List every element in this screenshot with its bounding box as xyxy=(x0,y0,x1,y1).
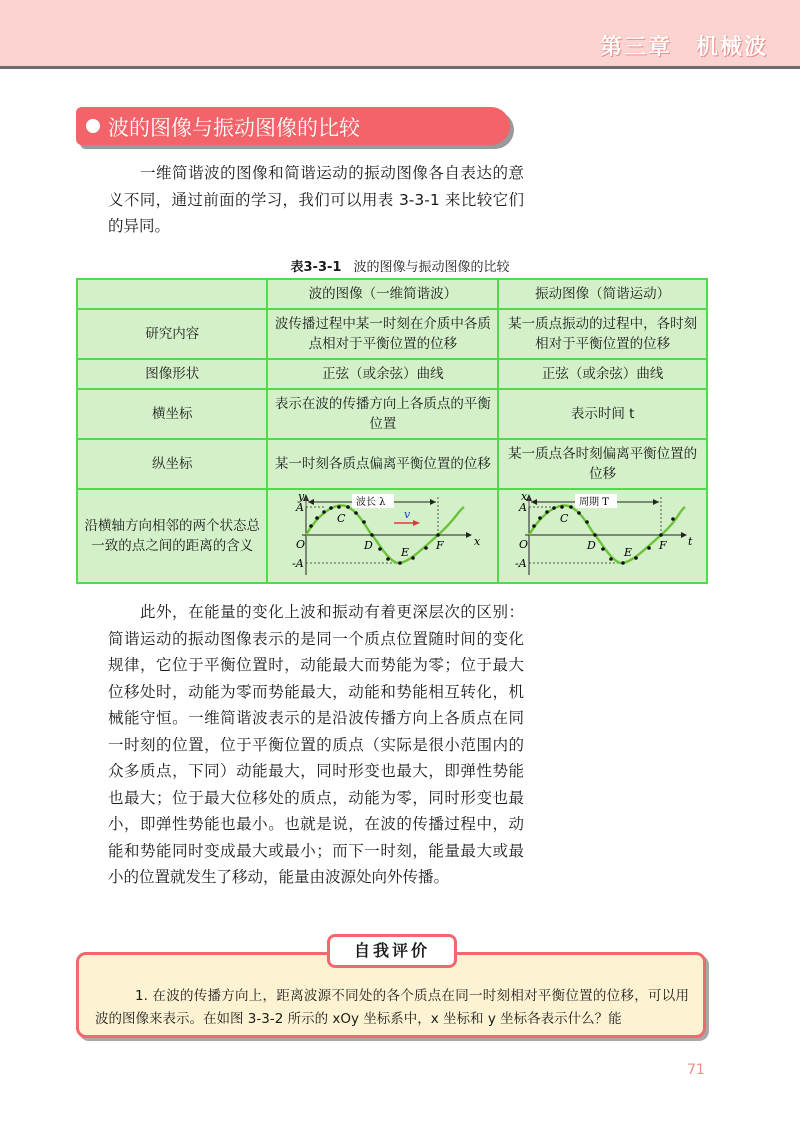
row-label: 纵坐标 xyxy=(77,439,267,489)
wave-point-dot xyxy=(399,561,403,565)
y-axis-label: y xyxy=(298,491,305,503)
wave-point-dot xyxy=(371,533,375,537)
chapter-title: 第三章 机械波 xyxy=(599,35,768,60)
wave-point-dot xyxy=(437,533,441,537)
table-header-cell: 波的图像（一维简谐波） xyxy=(267,279,498,309)
vibration-graph xyxy=(499,491,703,581)
vibration-point-dot xyxy=(672,517,676,521)
vibration-point-dot xyxy=(561,505,565,509)
vibration-point-dot xyxy=(660,533,664,537)
table-header-cell: 振动图像（简谐运动） xyxy=(498,279,707,309)
self-eval-title: 自我评价 xyxy=(327,934,457,968)
wave-point-dot xyxy=(355,511,359,515)
table-row xyxy=(77,389,707,439)
table-row xyxy=(77,309,707,359)
span-arrow-right-icon xyxy=(430,499,436,505)
point-label-f: F xyxy=(659,539,667,552)
vibration-graph-cell xyxy=(498,489,707,583)
row-label: 研究内容 xyxy=(77,309,267,359)
table-row xyxy=(77,359,707,389)
span-arrow-left-icon xyxy=(531,499,537,505)
table-number: 表3-3-1 xyxy=(290,260,342,275)
y-axis-label: x xyxy=(521,491,528,503)
vibration-cell: 某一质点振动的过程中，各时刻相对于平衡位置的位移 xyxy=(498,309,707,359)
wave-point-dot xyxy=(379,547,383,551)
vibration-point-dot xyxy=(546,510,550,514)
x-axis-label: x xyxy=(474,535,481,548)
t-axis-arrow-icon xyxy=(681,532,687,538)
wave-point-dot xyxy=(316,516,320,520)
wave-point-dot xyxy=(347,505,351,509)
table-header-cell xyxy=(77,279,267,309)
wave-cell: 波传播过程中某一时刻在介质中各质点相对于平衡位置的位移 xyxy=(267,309,498,359)
row-label: 沿横轴方向相邻的两个状态总一致的点之间的距离的含义 xyxy=(77,489,267,583)
vibration-point-dot xyxy=(602,547,606,551)
bullet-dot-icon xyxy=(86,119,100,133)
wave-point-dot xyxy=(425,546,429,550)
vibration-point-dot xyxy=(622,561,626,565)
vibration-cell: 某一质点各时刻偏离平衡位置的位移 xyxy=(498,439,707,489)
row-label: 图像形状 xyxy=(77,359,267,389)
vibration-cell: 表示时间 t xyxy=(498,389,707,439)
vibration-point-dot xyxy=(648,546,652,550)
wave-graph xyxy=(268,491,494,581)
point-label-e: E xyxy=(401,546,410,559)
vibration-point-dot xyxy=(610,557,614,561)
table-caption-text: 波的图像与振动图像的比较 xyxy=(353,260,510,275)
table-row xyxy=(77,439,707,489)
velocity-arrow-icon xyxy=(413,520,420,526)
amplitude-neg-label: -A xyxy=(292,557,305,570)
wave-point-dot xyxy=(323,510,327,514)
vibration-point-dot xyxy=(570,505,574,509)
section-title: 波的图像与振动图像的比较 xyxy=(108,116,360,140)
wave-point-dot xyxy=(363,520,367,524)
point-label-f: F xyxy=(436,539,445,552)
t-axis-label: t xyxy=(688,535,693,548)
vibration-point-dot xyxy=(635,556,639,560)
vibration-point-dot xyxy=(578,511,582,515)
amplitude-pos-label: A xyxy=(519,501,528,514)
vibration-point-dot xyxy=(553,506,557,510)
wave-point-dot xyxy=(310,524,314,528)
body-paragraph: 此外，在能量的变化上波和振动有着更深层次的区别：简谐运动的振动图像表示的是同一个质点位置随时间的变化规律，它位于平衡位置时，动能最大而势能为零；位于最大位移处时，动能为零而势能最大，动能和势能相互转化，机械能守恒。一维简谐波表示的是沿波传播方向上各质点在同一时刻的位置，位于平衡位置的质点（实际是很小范围内的众多质点，下同）动能最大，同时形变也最大，即弹性势能也最大；位于最大位移处的质点，动能为零，同时形变也最小，即弹性势能也最小。也就是说，在波的传播过程中，动能和势能同时变成最大或最小；而下一时刻，能量最大或最小的位置就发生了移动，能量由波源处向外传播。 xyxy=(108,603,524,886)
wave-cell: 某一时刻各质点偏离平衡位置的位移 xyxy=(267,439,498,489)
wave-point-dot xyxy=(412,556,416,560)
wave-point-dot xyxy=(330,506,334,510)
point-label-d: D xyxy=(587,539,597,552)
self-eval-text: 1. 在波的传播方向上，距离波源不同处的各个质点在同一时刻相对平衡位置的位移，可以用波的图像来表示。在如图 3-3-2 所示的 xOy 坐标系中，x 坐标和 y 坐标各表示什么？能 xyxy=(95,988,689,1027)
span-label: 周期 T xyxy=(579,497,610,508)
wave-cell: 正弦（或余弦）曲线 xyxy=(267,359,498,389)
comparison-table xyxy=(76,278,708,584)
section-banner xyxy=(76,107,510,145)
intro-paragraph: 一维简谐波的图像和简谐运动的振动图像各自表达的意义不同，通过前面的学习，我们可以用表 3-3-1 来比较它们的异同。 xyxy=(108,164,524,235)
row-label: 横坐标 xyxy=(77,389,267,439)
origin-label: O xyxy=(296,538,306,551)
vibration-point-dot xyxy=(539,516,543,520)
wave-curve xyxy=(306,505,464,563)
table-caption xyxy=(0,256,800,275)
wave-cell: 表示在波的传播方向上各质点的平衡位置 xyxy=(267,389,498,439)
wave-point-dot xyxy=(387,557,391,561)
x-axis-arrow-icon xyxy=(466,532,472,538)
span-arrow-right-icon xyxy=(653,499,659,505)
point-label-e: E xyxy=(624,546,633,559)
page-number: 71 xyxy=(687,1062,705,1078)
amplitude-neg-label: -A xyxy=(515,557,527,570)
origin-label: O xyxy=(519,538,529,551)
point-label-c: C xyxy=(337,512,346,525)
vibration-cell: 正弦（或余弦）曲线 xyxy=(498,359,707,389)
vibration-point-dot xyxy=(586,520,590,524)
point-label-d: D xyxy=(364,539,374,552)
table-header-row xyxy=(77,279,707,309)
span-label: 波长 λ xyxy=(356,497,386,508)
table-row-graphs xyxy=(77,489,707,583)
wave-point-dot xyxy=(338,505,342,509)
wave-graph-cell xyxy=(267,489,498,583)
span-arrow-left-icon xyxy=(308,499,314,505)
vibration-point-dot xyxy=(594,533,598,537)
point-label-c: C xyxy=(560,512,569,525)
vibration-point-dot xyxy=(533,524,537,528)
velocity-label: v xyxy=(404,508,411,521)
amplitude-pos-label: A xyxy=(296,501,305,514)
